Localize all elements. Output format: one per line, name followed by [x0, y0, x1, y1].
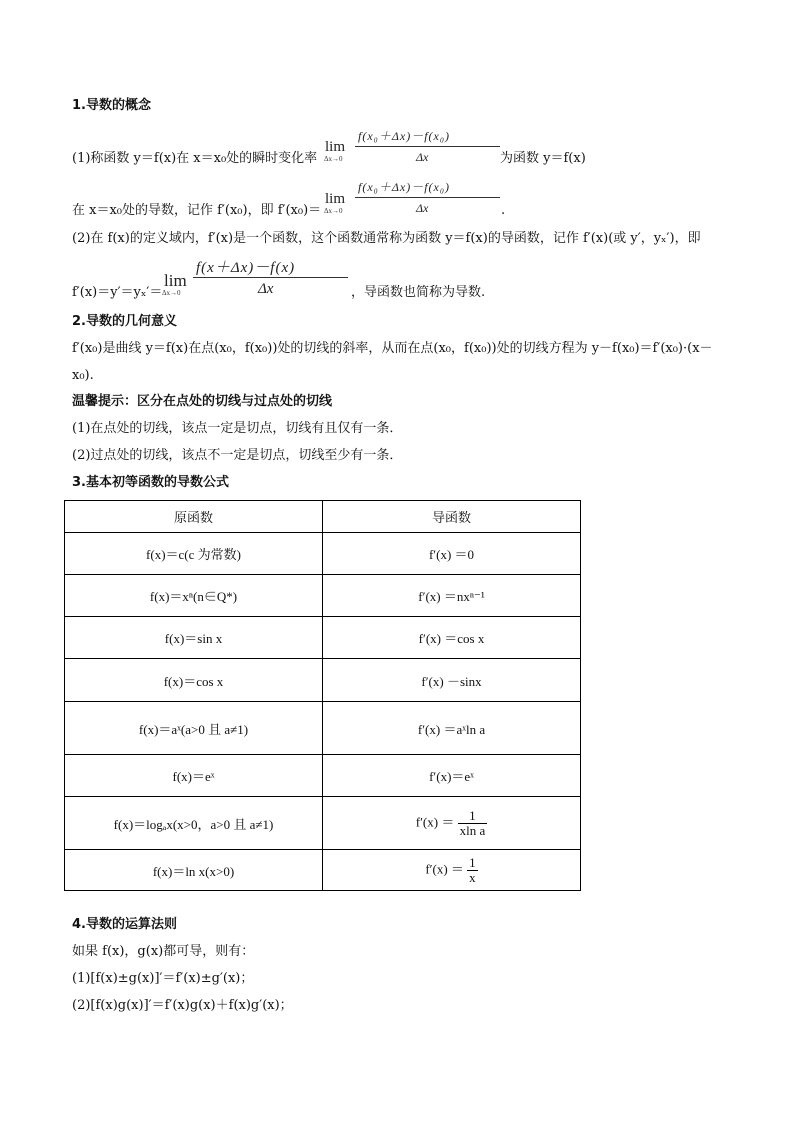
section-2-title: 2.导数的几何意义 [72, 314, 177, 329]
fraction-denominator: Δx [416, 201, 429, 215]
header-derivative: 导函数 [323, 501, 581, 533]
derivative-prefix: f′(x) ＝ [415, 813, 455, 829]
table-row [65, 797, 581, 850]
fraction-denominator: Δx [258, 281, 274, 297]
function-cell: f(x)＝ln x(x>0) [65, 850, 323, 891]
rules-intro: 如果 f(x)，g(x)都可导，则有： [72, 944, 255, 959]
tip-item-2: (2)过点处的切线，该点不一定是切点，切线至少有一条． [72, 448, 403, 463]
table-row [65, 533, 581, 575]
lim-symbol: lim [164, 271, 187, 290]
lim-subscript: Δx→0 [324, 207, 343, 215]
derivative-fraction [467, 856, 478, 885]
table-row [65, 575, 581, 617]
fraction-numerator: f(x₀＋Δx)－f(x₀) [358, 180, 451, 194]
table-row [65, 617, 581, 659]
lim-symbol: lim [325, 139, 346, 155]
geometry-line-2: x₀). [72, 368, 94, 383]
derivative-cell: f′(x) －sinx [323, 659, 581, 702]
fraction-denominator: Δx [416, 150, 429, 164]
derivative-cell: f′(x) ＝nxⁿ⁻¹ [323, 575, 581, 617]
section-3-title: 3.基本初等函数的导数公式 [72, 475, 229, 490]
table-header-row [65, 501, 581, 533]
definition-line-2: 在 x＝x₀处的导数，记作 f′(x₀)，即 f′(x₀)＝ [72, 203, 322, 218]
definition-line-4: f′(x)＝y′＝yₓ′＝ [72, 285, 163, 300]
derivative-fraction [458, 809, 488, 838]
fraction-bar [355, 197, 500, 198]
derivative-cell [323, 850, 581, 891]
derivative-table [64, 500, 581, 891]
definition-line-2-end: . [501, 203, 506, 218]
definition-line-1-end: 为函数 y＝f(x) [500, 151, 586, 166]
tip-item-1: (1)在点处的切线，该点一定是切点，切线有且仅有一条． [72, 421, 403, 436]
function-cell: f(x)＝c(c 为常数) [65, 533, 323, 575]
function-cell: f(x)＝sin x [65, 617, 323, 659]
derivative-prefix: f′(x) ＝ [425, 860, 464, 876]
geometry-line-1: f′(x₀)是曲线 y＝f(x)在点(x₀，f(x₀))处的切线的斜率，从而在点(x₀，f(x₀))处的切线方程为 y－f(x₀)＝f′(x₀)·(x－ [72, 341, 713, 356]
fraction-bar [355, 146, 500, 147]
header-original-function: 原函数 [65, 501, 323, 533]
function-cell: f(x)＝aˣ(a>0 且 a≠1) [65, 702, 323, 755]
lim-subscript: Δx→0 [324, 155, 343, 163]
function-cell: f(x)＝xⁿ(n∈Q*) [65, 575, 323, 617]
fraction-bar [193, 277, 348, 278]
function-cell: f(x)＝eˣ [65, 755, 323, 797]
lim-subscript: Δx→0 [162, 289, 181, 297]
table-row [65, 659, 581, 702]
fraction-numerator: f(x＋Δx)－f(x) [196, 260, 296, 276]
table-row [65, 850, 581, 891]
fraction-numerator: f(x₀＋Δx)－f(x₀) [358, 129, 451, 143]
table-row [65, 702, 581, 755]
table-row [65, 755, 581, 797]
derivative-cell: f′(x) ＝aˣln a [323, 702, 581, 755]
lim-symbol: lim [325, 191, 346, 207]
fraction-denominator: xln a [459, 822, 486, 838]
fraction-numerator: 1 [469, 854, 476, 870]
derivative-cell [323, 797, 581, 850]
function-cell: f(x)＝cos x [65, 659, 323, 702]
definition-line-3: (2)在 f(x)的定义域内，f′(x)是一个函数，这个函数通常称为函数 y＝f(x)的导函数，记作 f′(x)(或 y′，yₓ′)，即 [72, 231, 701, 246]
definition-line-1: (1)称函数 y＝f(x)在 x＝x₀处的瞬时变化率 [72, 151, 318, 166]
derivative-cell: f′(x) ＝0 [323, 533, 581, 575]
function-cell: f(x)＝logₐx(x>0，a>0 且 a≠1) [65, 797, 323, 850]
rule-1: (1)[f(x)±g(x)]′＝f′(x)±g′(x)； [72, 971, 254, 986]
tip-title: 温馨提示：区分在点处的切线与过点处的切线 [72, 394, 333, 409]
section-1-title: 1.导数的概念 [72, 98, 151, 113]
derivative-cell: f′(x) ＝cos x [323, 617, 581, 659]
definition-line-4-end: ，导函数也简称为导数. [351, 285, 486, 300]
fraction-numerator: 1 [458, 809, 488, 824]
rule-2: (2)[f(x)g(x)]′＝f′(x)g(x)＋f(x)g′(x)； [72, 998, 293, 1013]
fraction-denominator: x [469, 869, 476, 885]
derivative-cell: f′(x)＝eˣ [323, 755, 581, 797]
section-4-title: 4.导数的运算法则 [72, 917, 177, 932]
